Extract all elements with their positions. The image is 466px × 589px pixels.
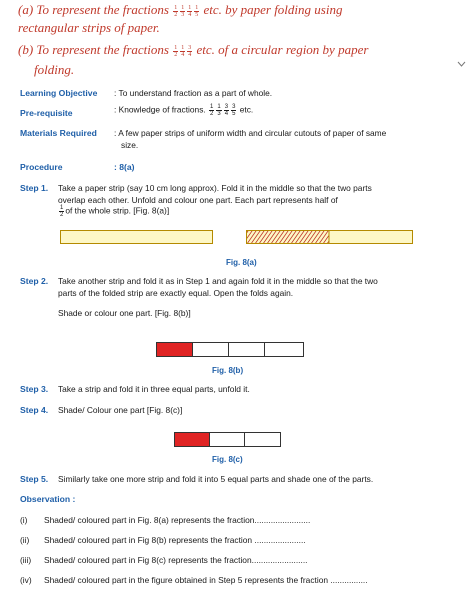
- objective-text: : To understand fraction as a part of whole.: [114, 88, 273, 98]
- chevron-down-icon: [457, 60, 466, 69]
- step1-line2: overlap each other. Unfold and colour one part. Each part represents half of: [58, 195, 338, 205]
- fraction: $\frac{3}{4}$: [188, 44, 192, 58]
- fraction: $\frac{1}{2}$: [174, 4, 178, 18]
- step3-text: Take a strip and fold it in three equal parts, unfold it.: [58, 384, 250, 394]
- step5-text: Similarly take one more strip and fold it into 5 equal parts and shade one of the parts.: [58, 474, 374, 484]
- step2-line1: Take another strip and fold it as in Step 1 and again fold it in the middle so that the two: [58, 276, 378, 286]
- strip-cell-shaded: [174, 432, 210, 447]
- heading-b-line2: folding.: [34, 62, 75, 77]
- step1-label: Step 1.: [20, 183, 49, 193]
- strip-cell: [228, 342, 265, 357]
- fraction: $\frac{1}{3}$: [217, 104, 221, 117]
- fraction: $\frac{3}{5}$: [232, 104, 236, 117]
- step5-label: Step 5.: [20, 474, 49, 484]
- fraction: $\frac{1}{5}$: [195, 4, 199, 18]
- step2-line3: Shade or colour one part. [Fig. 8(b)]: [58, 308, 191, 318]
- strip-cell: [264, 342, 304, 357]
- prereq-text: : Knowledge of fractions. $\frac{1}{2}$ $\frac{1}{3}$ $\frac{3}{4}$ $\frac{3}{5}$ etc.: [114, 104, 254, 117]
- step4-text: Shade/ Colour one part [Fig. 8(c)]: [58, 405, 183, 415]
- fig-b-caption: Fig. 8(b): [212, 366, 244, 375]
- heading-a-line2: rectangular strips of paper.: [18, 20, 160, 35]
- step2-label: Step 2.: [20, 276, 49, 286]
- procedure-label: Procedure: [20, 162, 63, 172]
- observation-item-text: Shaded/ coloured part in the figure obtained in Step 5 represents the fraction ................: [44, 575, 368, 585]
- heading-b-text-post: etc. of a circular region by paper: [196, 42, 369, 57]
- observation-item-num: (ii): [20, 535, 30, 545]
- observation-item-text: Shaded/ coloured part in Fig 8(c) represents the fraction........................: [44, 555, 308, 565]
- fraction: $\frac{1}{4}$: [188, 4, 192, 18]
- procedure-value: : 8(a): [114, 162, 135, 172]
- fraction: $\frac{1}{4}$: [181, 44, 185, 58]
- observation-item-text: Shaded/ coloured part in Fig. 8(a) represents the fraction........................: [44, 515, 311, 525]
- strip-cell: [192, 342, 229, 357]
- hatch-pattern: [247, 231, 413, 244]
- fraction: $\frac{1}{2}$: [174, 44, 178, 58]
- fraction: $\frac{1}{3}$: [181, 4, 185, 18]
- step4-label: Step 4.: [20, 405, 49, 415]
- observation-item-num: (iv): [20, 575, 32, 585]
- prereq-label: Pre-requisite: [20, 108, 73, 118]
- step3-label: Step 3.: [20, 384, 49, 394]
- materials-line1: : A few paper strips of uniform width and circular cutouts of paper of same: [114, 128, 387, 138]
- heading-a-text-post: etc. by paper folding using: [203, 2, 343, 17]
- materials-label: Materials Required: [20, 128, 97, 138]
- fig-c-caption: Fig. 8(c): [212, 455, 243, 464]
- heading-a-text: (a) To represent the fractions: [18, 2, 169, 17]
- heading-a-line1: [18, 2, 342, 18]
- step1-line3: $\frac{1}{2}$ of the whole strip. [Fig. 8(a)]: [60, 205, 170, 218]
- fraction: $\frac{3}{4}$: [224, 104, 229, 117]
- materials-line2: size.: [121, 140, 139, 150]
- observation-item-num: (i): [20, 515, 28, 525]
- strip-cell-shaded: [156, 342, 193, 357]
- strip-unshaded: [60, 230, 213, 244]
- fraction: $\frac{1}{2}$: [210, 104, 214, 117]
- fraction: $\frac{1}{2}$: [60, 205, 64, 218]
- strip-half-shaded: [246, 230, 413, 244]
- observation-item-text: Shaded/ coloured part in Fig 8(b) represents the fraction ......................: [44, 535, 306, 545]
- fig-a-caption: Fig. 8(a): [226, 258, 257, 267]
- strip-thirds: [174, 432, 281, 447]
- heading-b-line1: [18, 42, 368, 58]
- heading-b-text: (b) To represent the fractions: [18, 42, 169, 57]
- step2-line2: parts of the folded strip are exactly equal. Open the folds again.: [58, 288, 294, 298]
- objective-label: Learning Objective: [20, 88, 98, 98]
- strip-cell: [244, 432, 281, 447]
- observation-label: Observation :: [20, 494, 76, 504]
- strip-cell: [209, 432, 245, 447]
- strip-fourths: [156, 342, 304, 357]
- observation-item-num: (iii): [20, 555, 32, 565]
- step1-line1: Take a paper strip (say 10 cm long approx). Fold it in the middle so that the two parts: [58, 183, 372, 193]
